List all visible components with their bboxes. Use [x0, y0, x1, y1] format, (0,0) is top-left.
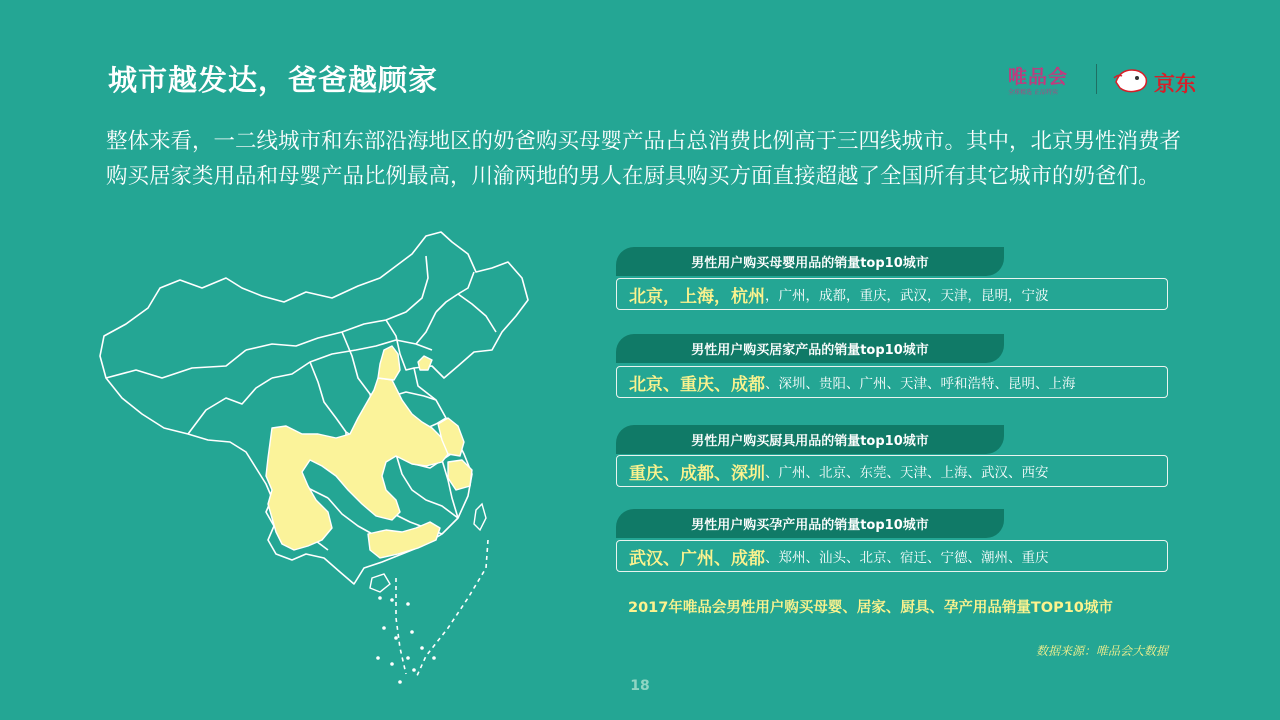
- intro-paragraph: 整体来看，一二线城市和东部沿海地区的奶爸购买母婴产品占总消费比例高于三四线城市。其中，北京男性消费者购买居家类用品和母婴产品比例最高，川渝两地的男人在厨具购买方面直接超越了全国所有其它城市的奶爸们。: [106, 129, 1182, 189]
- panel-4-highlight: 武汉、广州、成都: [629, 548, 765, 569]
- panel-1-rest: ，广州，成都，重庆，武汉，天津，昆明，宁波: [765, 288, 1049, 304]
- panel-2-rest: 、深圳、贵阳、广州、天津、呼和浩特、昆明、上海: [765, 376, 1076, 392]
- panel-3-rest: 、广州、北京、东莞、天津、上海、武汉、西安: [765, 465, 1049, 481]
- panel-4-heading: 男性用户购买孕产用品的销量top10城市: [616, 509, 1004, 538]
- jd-dog-icon: [1112, 64, 1152, 94]
- chart-caption: 2017年唯品会男性用户购买母婴、居家、厨具、孕产用品销量TOP10城市: [628, 600, 1113, 616]
- logo-divider: [1096, 64, 1097, 94]
- panel-1-box: [616, 278, 1168, 310]
- panel-2-highlight: 北京、重庆、成都: [629, 374, 765, 395]
- panel-2-box: [616, 366, 1168, 398]
- panel-3-heading: 男性用户购买厨具用品的销量top10城市: [616, 425, 1004, 454]
- china-map: [96, 228, 536, 698]
- panel-3-highlight: 重庆、成都、深圳: [629, 463, 765, 484]
- vip-logo: 唯品会: [1008, 66, 1069, 88]
- panel-2-heading: 男性用户购买居家产品的销量top10城市: [616, 334, 1004, 363]
- panel-4-box: [616, 540, 1168, 572]
- panel-1-heading: 男性用户购买母婴用品的销量top10城市: [616, 247, 1004, 276]
- jd-logo: 京东: [1154, 72, 1196, 96]
- vip-tagline: 全球精选 正品特卖: [1008, 89, 1058, 96]
- slide-title: 城市越发达，爸爸越顾家: [108, 63, 439, 97]
- data-source: 数据来源：唯品会大数据: [1035, 644, 1168, 658]
- china-map-graphic: [96, 228, 536, 698]
- page-number: 18: [630, 678, 650, 694]
- panel-4-rest: 、郑州、汕头、北京、宿迁、宁德、潮州、重庆: [765, 550, 1049, 566]
- brand-logos: [1008, 60, 1218, 100]
- panel-1-highlight: 北京，上海，杭州: [629, 286, 765, 307]
- panel-3-box: [616, 455, 1168, 487]
